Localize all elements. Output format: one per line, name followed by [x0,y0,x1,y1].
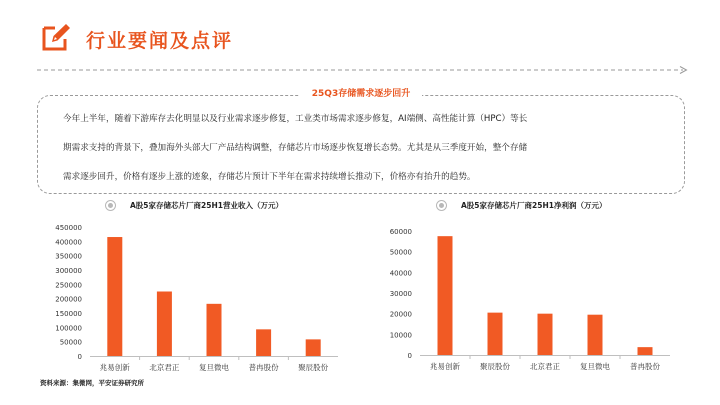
y-tick-label: 50000 [59,338,82,347]
profit-chart-header [436,200,606,211]
y-tick-label: 200000 [55,295,82,304]
y-tick-label: 10000 [389,331,412,340]
y-tick-label: 250000 [55,281,82,290]
bar [256,329,271,356]
x-tick-label: 普冉股份 [248,363,279,372]
y-tick-label: 60000 [389,228,412,236]
x-tick-label: 北京君正 [530,362,560,371]
summary-title: 25Q3存储需求逐步回升 [300,86,422,103]
profit-chart-title: A股5家存储芯片厂商25H1净利润（万元） [461,201,607,210]
bar [538,314,553,355]
bar [588,315,603,355]
bar [306,339,321,356]
y-tick-label: 0 [77,353,82,361]
x-tick-label: 北京君正 [149,363,180,372]
y-tick-label: 20000 [389,310,412,319]
bar [157,292,172,357]
y-tick-label: 150000 [55,310,82,318]
y-tick-label: 300000 [55,267,82,275]
summary-line-2: 期需求支持的背景下，叠加海外头部大厂产品结构调整，存储芯片市场逐步恢复增长态势。尤其是从三季度开始，整个存储 [63,143,528,153]
net-profit-bar-chart [370,215,700,387]
x-tick-label: 普冉股份 [630,362,660,371]
source-note: 资料来源：集微网，平安证券研究所 [40,379,144,387]
bar [488,313,503,355]
bar [638,347,653,355]
bar [207,304,222,356]
y-tick-label: 50000 [389,248,412,257]
summary-line-3: 需求逐步回升，价格有逐步上涨的迹象，存储芯片预计下半年在需求持续增长推动下，价格亦有抬升的趋势。 [63,172,476,182]
revenue-chart-header [105,200,283,211]
y-tick-label: 450000 [55,224,82,232]
edit-logo-icon [41,22,71,52]
x-tick-label: 复旦微电 [580,362,610,371]
revenue-chart-title: A股5家存储芯片厂商25H1营业收入（万元） [130,201,283,210]
page-title: 行业要闻及点评 [86,30,234,52]
radio-bullet-icon [105,200,116,211]
header-divider-arrow [37,66,689,74]
y-tick-label: 30000 [389,290,412,298]
y-tick-label: 40000 [389,269,412,278]
y-tick-label: 100000 [55,324,82,333]
x-tick-label: 聚辰股份 [480,362,510,371]
y-tick-label: 400000 [55,238,82,247]
x-tick-label: 聚辰股份 [298,363,329,372]
summary-line-1: 今年上半年，随着下游库存去化明显以及行业需求逐步修复，工业类市场需求逐步修复，AI端侧、高性能计算（HPC）等长 [63,114,528,124]
x-tick-label: 兆易创新 [99,363,130,372]
x-tick-label: 兆易创新 [430,362,460,371]
bar [107,237,122,356]
revenue-bar-chart [40,215,380,387]
radio-bullet-icon [436,200,447,211]
y-tick-label: 0 [407,352,412,360]
y-tick-label: 350000 [55,252,82,261]
x-tick-label: 复旦微电 [199,363,229,372]
bar [438,236,453,355]
